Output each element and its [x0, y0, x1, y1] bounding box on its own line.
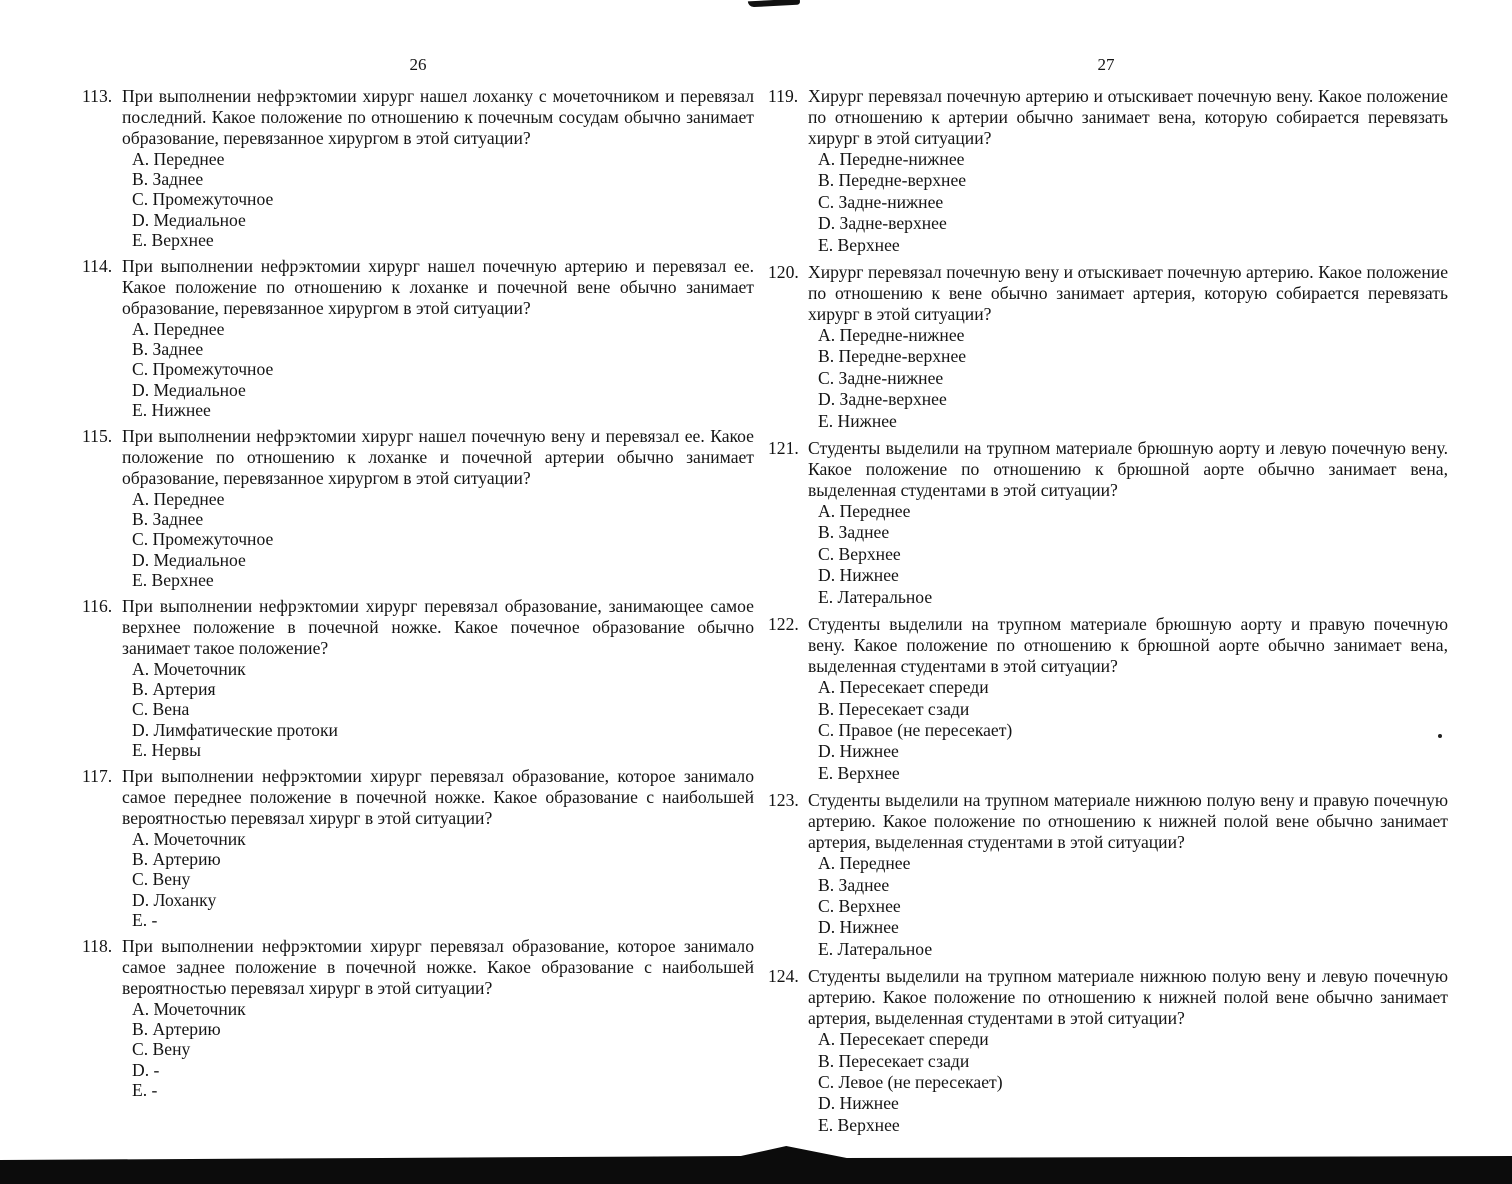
answer-option: D. Нижнее [818, 1093, 899, 1114]
answer-option: B. Артерию [132, 1019, 221, 1040]
answer-option: C. Промежуточное [132, 529, 274, 550]
answer-option: D. Задне-верхнее [818, 389, 947, 410]
answer-option: D. Медиальное [132, 379, 246, 400]
question-item [82, 426, 754, 590]
question-number: 119. [768, 86, 799, 106]
question-stem [768, 438, 1448, 501]
question-text: Студенты выделили на трупном материале брюшную аорту и правую почечную вену. Какое положение по отношению к брюшной аорте обычно занимает вена, выделенная студентами в этой ситуации? [808, 614, 1448, 677]
answer-option: E. Нижнее [132, 399, 211, 420]
answer-option: D. Медиальное [132, 209, 246, 230]
answer-option: E. Латеральное [818, 938, 933, 959]
question-text: При выполнении нефрэктомии хирург нашел лоханку с мочеточником и перевязал последний. Какое положение по отношению к почечным сосудам обычно занимает образование, перевязанное хирургом в этой ситуации? [122, 86, 754, 148]
question-item [82, 936, 754, 1100]
question-text: Студенты выделили на трупном материале нижнюю полую вену и левую почечную артерию. Какое положение по отношению к нижней полой вене обычно занимает артерия, выделенная студентами в этой ситуации? [808, 966, 1448, 1029]
question-stem [82, 426, 754, 489]
answer-option: C. Верхнее [818, 895, 901, 916]
answer-option: A. Мочеточник [132, 659, 246, 680]
question-text: При выполнении нефрэктомии хирург перевязал образование, занимающее самое верхнее положение в почечной ножке. Какое почечное образование обычно занимает такое положение? [122, 596, 754, 659]
answer-option: B. Пересекает сзади [818, 1050, 970, 1071]
question-item [768, 966, 1448, 1136]
answer-option: A. Пересекает спереди [818, 1029, 989, 1050]
answer-option: B. Артерию [132, 849, 221, 870]
question-text: При выполнении нефрэктомии хирург нашел почечную артерию и перевязал ее. Какое положение по отношению к лоханке и почечной вене обычно занимает образование, перевязанное хирургом в этой ситуации? [122, 256, 754, 319]
answer-option: B. Передне-верхнее [818, 170, 967, 191]
answer-option: C. Левое (не пересекает) [818, 1071, 1003, 1092]
answer-options [768, 501, 1448, 608]
page-number: 26 [409, 55, 427, 74]
question-number: 114. [82, 256, 113, 277]
answer-option: A. Пересекает спереди [818, 677, 989, 698]
question-number: 117. [82, 766, 113, 787]
answer-option: D. Нижнее [818, 741, 899, 762]
question-item [82, 596, 754, 760]
question-text: При выполнении нефрэктомии хирург перевязал образование, которое занимало самое заднее положение в почечной ножке. Какое образование с наибольшей вероятностью перевязал хирург в этой ситуации? [122, 936, 754, 999]
answer-option: E. Верхнее [818, 1114, 900, 1135]
answer-options [768, 325, 1448, 432]
answer-option: A. Передне-нижнее [818, 149, 965, 169]
answer-options [82, 149, 754, 250]
question-number: 123. [768, 790, 799, 811]
question-text: При выполнении нефрэктомии хирург перевязал образование, которое занимало самое переднее положение в почечной ножке. Какое образование с наибольшей вероятностью перевязал хирург в этой ситуации? [122, 766, 754, 829]
question-number: 116. [82, 596, 113, 617]
question-number: 121. [768, 438, 799, 459]
answer-option: E. - [132, 1079, 158, 1100]
answer-option: D. Медиальное [132, 549, 246, 570]
answer-option: C. Промежуточное [132, 359, 274, 380]
right-page [756, 0, 1512, 1184]
answer-options [82, 829, 754, 930]
question-number: 122. [768, 614, 799, 635]
question-number: 120. [768, 262, 799, 283]
question-stem [82, 256, 754, 319]
answer-option: A. Переднее [818, 501, 911, 522]
answer-option: E. Латеральное [818, 586, 933, 607]
question-list [768, 86, 1448, 1142]
question-item [768, 262, 1448, 432]
answer-option: E. Нервы [132, 739, 201, 760]
answer-option: B. Артерия [132, 679, 216, 700]
answer-option: E. Верхнее [818, 762, 900, 783]
answer-option: E. Верхнее [818, 234, 900, 255]
answer-option: C. Задне-нижнее [818, 367, 944, 388]
answer-options [82, 319, 754, 420]
answer-option: A. Переднее [818, 853, 911, 874]
answer-option: B. Заднее [132, 509, 204, 530]
question-stem [768, 86, 1448, 149]
question-stem [768, 966, 1448, 1029]
question-stem [82, 596, 754, 659]
answer-option: E. - [132, 909, 158, 930]
answer-option: A. Переднее [132, 489, 225, 510]
question-stem [82, 86, 754, 149]
answer-options [82, 999, 754, 1100]
question-number: 113. [82, 86, 113, 106]
answer-option: C. Верхнее [818, 543, 901, 564]
question-list [82, 86, 754, 1106]
answer-option: C. Вену [132, 869, 191, 890]
question-item [768, 438, 1448, 608]
answer-option: A. Переднее [132, 149, 225, 169]
question-stem [768, 262, 1448, 325]
answer-option: A. Мочеточник [132, 999, 246, 1020]
answer-option: B. Передне-верхнее [818, 346, 967, 367]
question-text: Хирург перевязал почечную вену и отыскивает почечную артерию. Какое положение по отношению к вене обычно занимает артерия, которую собирается перевязать хирург в этой ситуации? [808, 262, 1448, 325]
question-item [82, 256, 754, 420]
answer-options [768, 149, 1448, 256]
answer-option: D. Задне-верхнее [818, 213, 947, 234]
question-number: 124. [768, 966, 799, 987]
answer-option: C. Вену [132, 1039, 191, 1060]
answer-option: B. Заднее [818, 874, 890, 895]
page-number: 27 [1097, 55, 1115, 74]
answer-options [768, 853, 1448, 960]
question-stem [82, 936, 754, 999]
answer-options [768, 1029, 1448, 1136]
answer-option: D. Лоханку [132, 889, 217, 910]
question-item [82, 86, 754, 250]
question-text: Студенты выделили на трупном материале нижнюю полую вену и правую почечную артерию. Какое положение по отношению к нижней полой вене обычно занимает артерия, выделенная студентами в этой ситуации? [808, 790, 1448, 853]
answer-option: A. Передне-нижнее [818, 325, 965, 346]
answer-option: C. Правое (не пересекает) [818, 719, 1013, 740]
answer-option: D. - [132, 1059, 160, 1080]
question-item [768, 86, 1448, 256]
answer-option: B. Заднее [818, 522, 890, 543]
answer-option: D. Нижнее [818, 565, 899, 586]
answer-option: A. Мочеточник [132, 829, 246, 850]
answer-option: E. Верхнее [132, 229, 214, 250]
question-number: 118. [82, 936, 113, 957]
answer-option: E. Нижнее [818, 410, 897, 431]
answer-options [768, 677, 1448, 784]
question-text: Студенты выделили на трупном материале брюшную аорту и левую почечную вену. Какое положение по отношению к брюшной аорте обычно занимает вена, выделенная студентами в этой ситуации? [808, 438, 1448, 501]
answer-option: D. Нижнее [818, 917, 899, 938]
answer-option: C. Задне-нижнее [818, 191, 944, 212]
question-stem [768, 614, 1448, 677]
question-stem [82, 766, 754, 829]
answer-option: A. Переднее [132, 319, 225, 340]
answer-option: C. Промежуточное [132, 189, 274, 210]
answer-option: D. Лимфатические протоки [132, 719, 338, 740]
answer-option: B. Пересекает сзади [818, 698, 970, 719]
answer-options [82, 659, 754, 760]
question-stem [768, 790, 1448, 853]
answer-option: C. Вена [132, 699, 190, 720]
answer-option: E. Верхнее [132, 569, 214, 590]
answer-option: B. Заднее [132, 339, 204, 360]
question-item [768, 614, 1448, 784]
question-text: При выполнении нефрэктомии хирург нашел почечную вену и перевязал ее. Какое положение по отношению к лоханке и почечной артерии обычно занимает образование, перевязанное хирургом в этой ситуации? [122, 426, 754, 489]
answer-option: B. Заднее [132, 169, 204, 190]
answer-options [82, 489, 754, 590]
question-item [82, 766, 754, 930]
scan-speck [1438, 734, 1442, 738]
question-item [768, 790, 1448, 960]
question-number: 115. [82, 426, 113, 447]
question-text: Хирург перевязал почечную артерию и отыскивает почечную вену. Какое положение по отношению к артерии обычно занимает вена, которую собирается перевязать хирург в этой ситуации? [808, 86, 1448, 148]
